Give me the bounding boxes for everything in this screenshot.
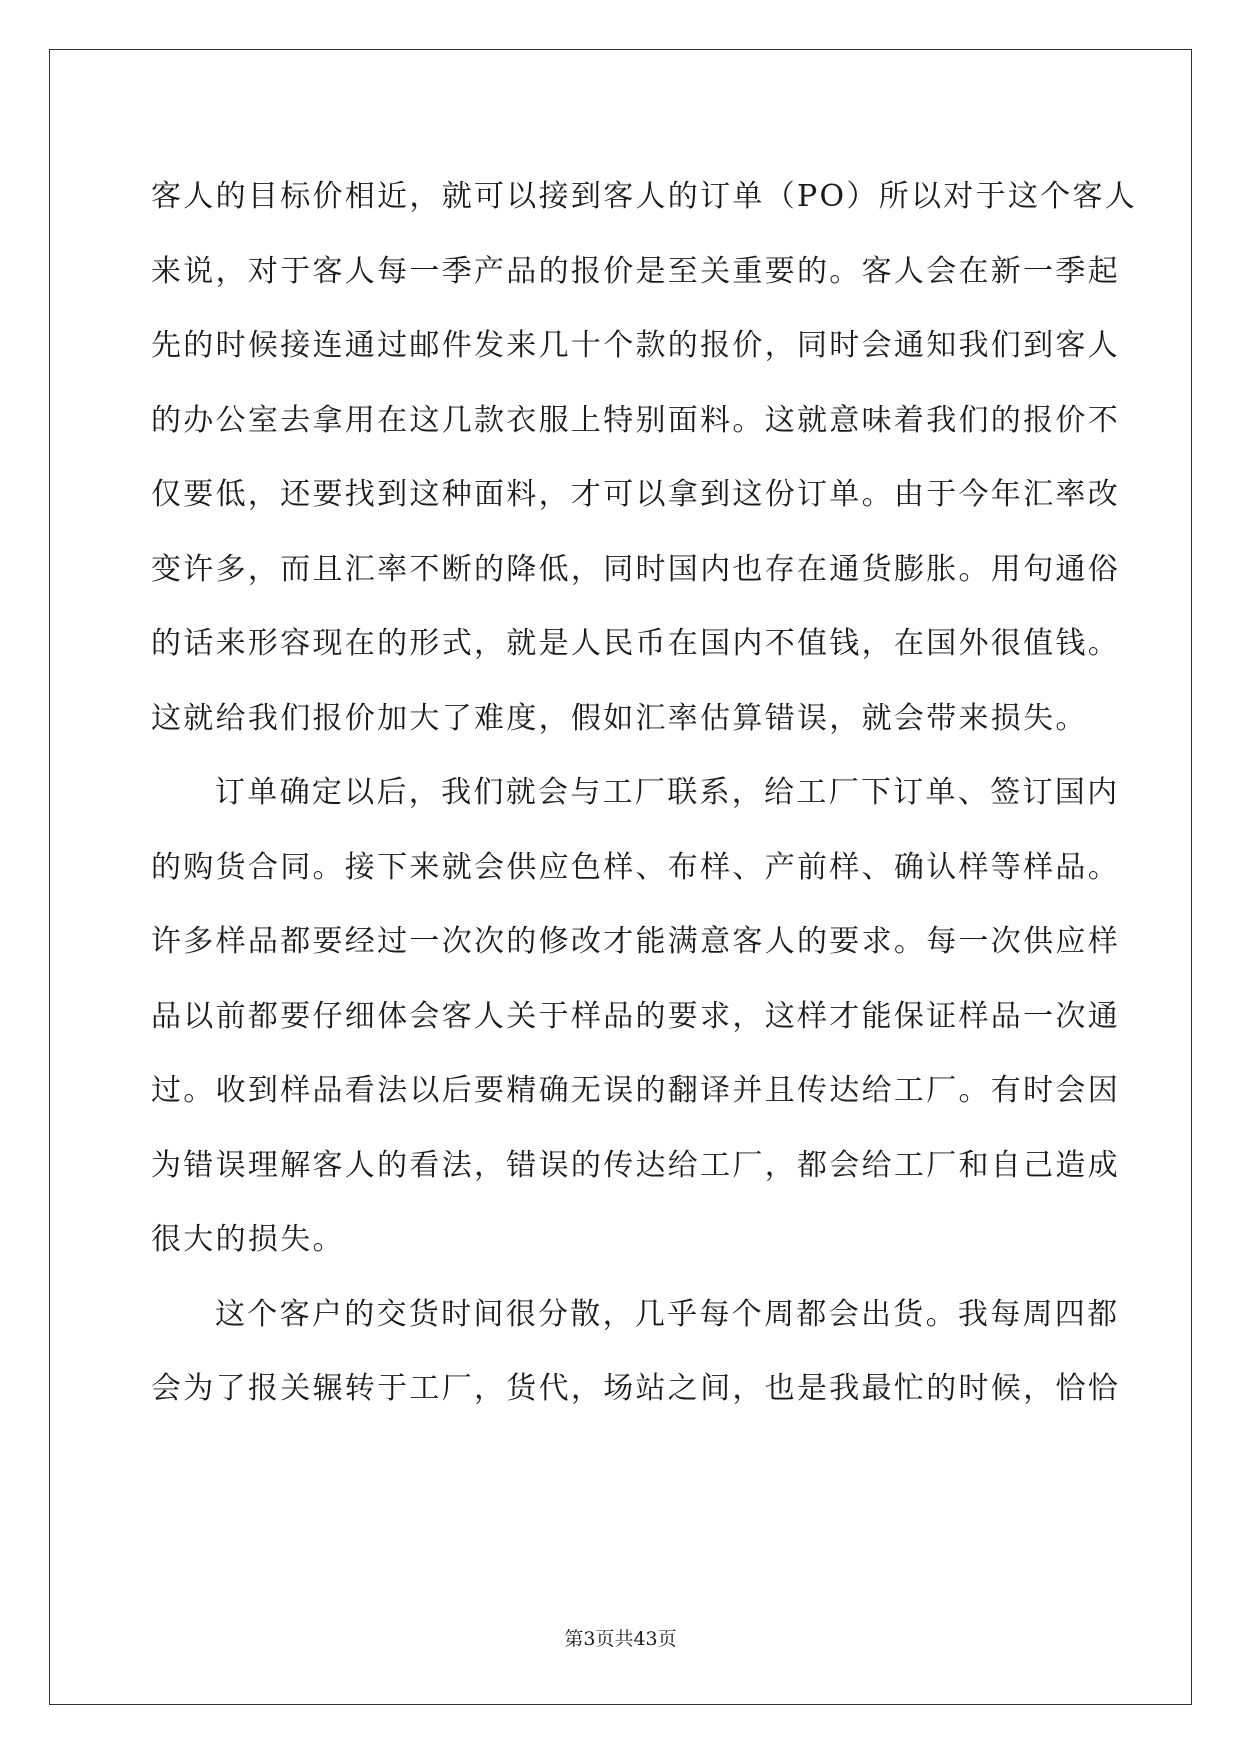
page-number: 第3页 xyxy=(564,1628,615,1650)
text-line-4: 的办公室去拿用在这几款衣服上特别面料。这就意味着我们的报价不 xyxy=(151,402,1120,438)
text-line-3: 先的时候接连通过邮件发来几十个款的报价，同时会通知我们到客人 xyxy=(151,328,1120,363)
text-line-14: 为错误理解客人的看法，错误的传达给工厂，都会给工厂和自己造成 xyxy=(151,1147,1120,1183)
text-line-1: 客人的目标价相近，就可以接到客人的订单（PO）所以对于这个客人 xyxy=(151,179,1138,214)
page-total: 共43页 xyxy=(614,1628,677,1650)
text-line-8: 这就给我们报价加大了难度，假如汇率估算错误，就会带来损失。 xyxy=(151,700,1088,736)
text-line-12: 品以前都要仔细体会客人关于样品的要求，这样才能保证样品一次通 xyxy=(151,998,1120,1034)
text-line-9: 订单确定以后，我们就会与工厂联系，给工厂下订单、签订国内 xyxy=(215,775,1120,810)
text-line-13: 过。收到样品看法以后要精确无误的翻译并且传达给工厂。有时会因 xyxy=(151,1073,1120,1108)
text-line-2: 来说，对于客人每一季产品的报价是至关重要的。客人会在新一季起 xyxy=(151,253,1120,289)
page-footer xyxy=(0,1627,1241,1651)
text-line-17: 会为了报关辗转于工厂，货代，场站之间，也是我最忙的时候，恰恰 xyxy=(151,1371,1120,1406)
text-line-6: 变许多，而且汇率不断的降低，同时国内也存在通货膨胀。用句通俗 xyxy=(151,551,1120,587)
text-line-7: 的话来形容现在的形式，就是人民币在国内不值钱，在国外很值钱。 xyxy=(151,626,1120,661)
text-line-5: 仅要低，还要找到这种面料，才可以拿到这份订单。由于今年汇率改 xyxy=(151,477,1120,512)
text-line-15: 很大的损失。 xyxy=(151,1222,345,1257)
text-line-10: 的购货合同。接下来就会供应色样、布样、产前样、确认样等样品。 xyxy=(151,849,1120,885)
document-body xyxy=(151,160,1138,1427)
text-line-11: 许多样品都要经过一次次的修改才能满意客人的要求。每一次供应样 xyxy=(151,924,1120,959)
text-line-16: 这个客户的交货时间很分散，几乎每个周都会出货。我每周四都 xyxy=(215,1296,1120,1332)
